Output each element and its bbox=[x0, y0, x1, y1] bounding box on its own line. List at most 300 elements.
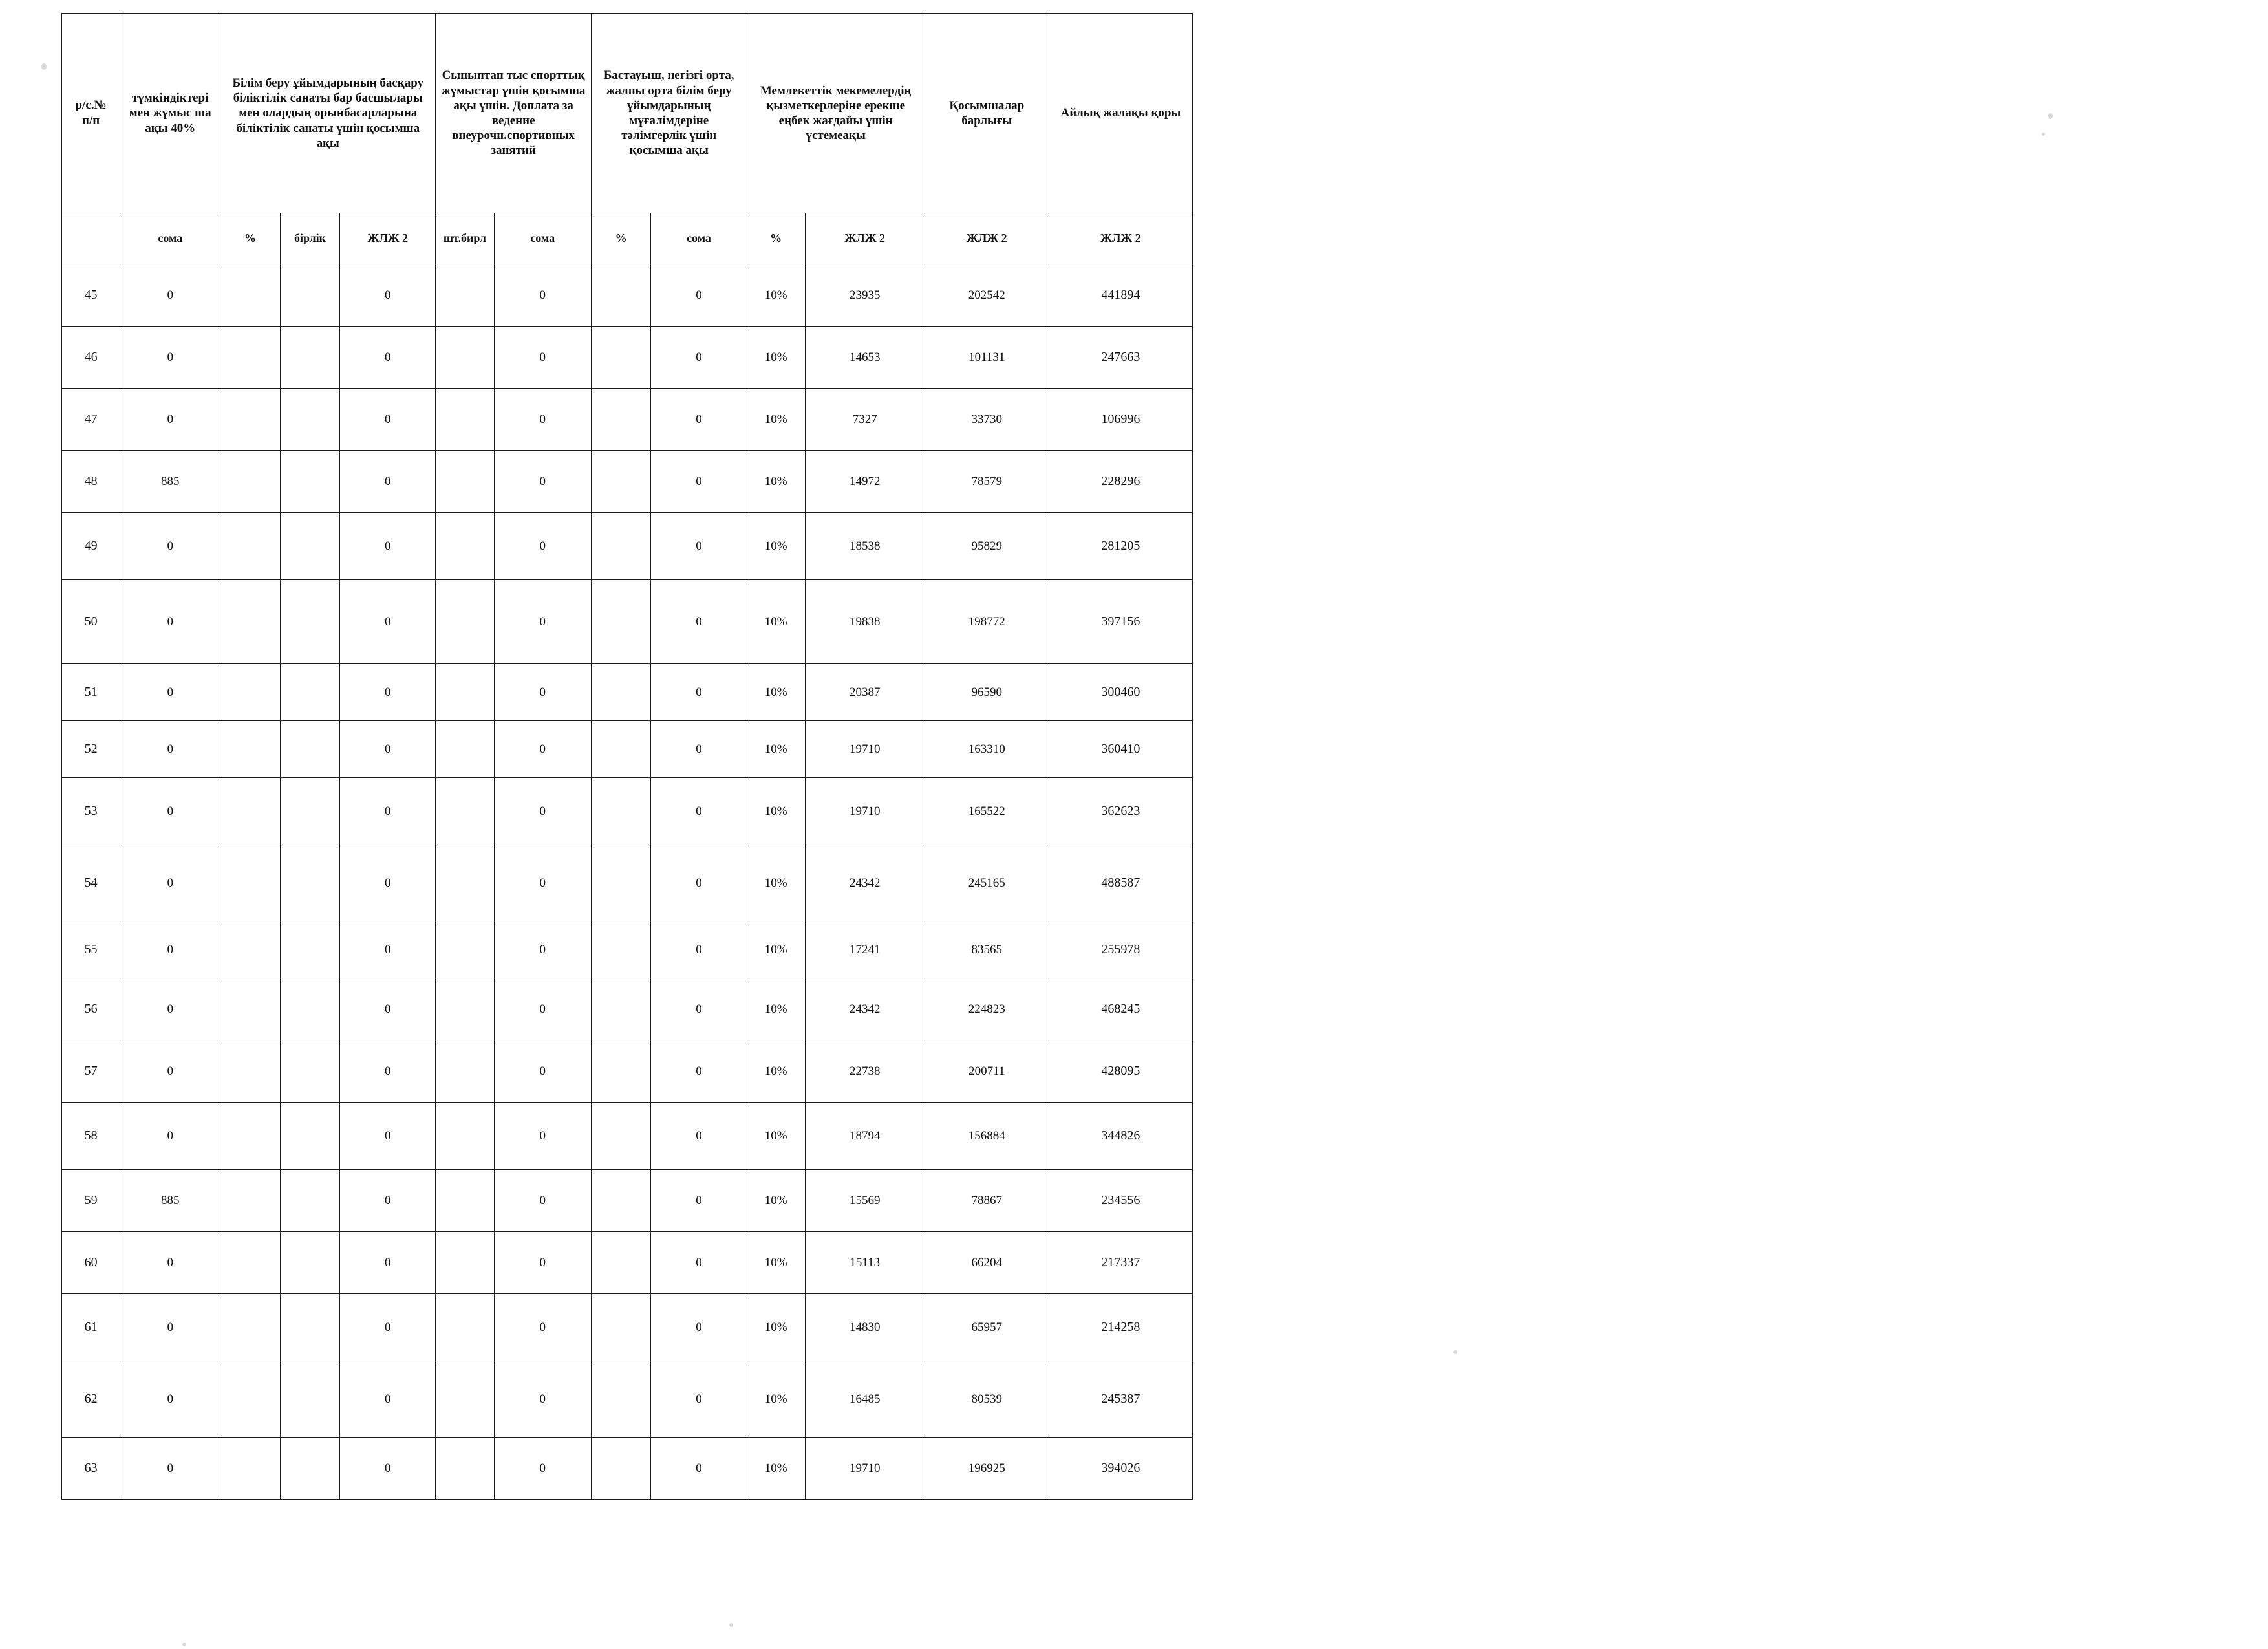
salary-fund-table bbox=[61, 13, 1193, 1500]
col-sht-birl bbox=[436, 451, 494, 513]
col-zhlzh-b: 0 bbox=[340, 978, 436, 1040]
col-zhlzh-b: 0 bbox=[340, 1103, 436, 1170]
col-birlik bbox=[280, 921, 340, 978]
col-soma-40: 0 bbox=[120, 1438, 220, 1500]
col-sht-birl bbox=[436, 513, 494, 580]
col-soma-c: 0 bbox=[494, 978, 591, 1040]
col-percent-d bbox=[591, 451, 651, 513]
col-birlik bbox=[280, 664, 340, 721]
col-percent-d bbox=[591, 327, 651, 389]
col-sht-birl bbox=[436, 721, 494, 778]
col-soma-c: 0 bbox=[494, 1294, 591, 1361]
col-birlik bbox=[280, 1103, 340, 1170]
col-soma-40: 0 bbox=[120, 1361, 220, 1438]
table-subheaders bbox=[62, 213, 1193, 264]
col-zhlzh-e: 17241 bbox=[805, 921, 925, 978]
col-monthly-fund: 106996 bbox=[1049, 389, 1192, 451]
col-birlik bbox=[280, 721, 340, 778]
table-row bbox=[62, 1438, 1193, 1500]
header-rownum-line1: р/с.№ bbox=[75, 98, 107, 113]
col-soma-c: 0 bbox=[494, 664, 591, 721]
header-group-f: Қосымшалар барлығы bbox=[925, 14, 1049, 213]
col-soma-d: 0 bbox=[651, 778, 747, 845]
col-zhlzh-b: 0 bbox=[340, 513, 436, 580]
col-percent-d bbox=[591, 1103, 651, 1170]
col-zhlzh-b: 0 bbox=[340, 451, 436, 513]
col-percent-d bbox=[591, 264, 651, 327]
col-additions-total: 95829 bbox=[925, 513, 1049, 580]
col-birlik bbox=[280, 1438, 340, 1500]
table-row bbox=[62, 389, 1193, 451]
col-additions-total: 156884 bbox=[925, 1103, 1049, 1170]
col-sht-birl bbox=[436, 1040, 494, 1103]
col-percent-d bbox=[591, 580, 651, 664]
col-soma-d: 0 bbox=[651, 1040, 747, 1103]
col-soma-d: 0 bbox=[651, 978, 747, 1040]
col-percent-d bbox=[591, 1232, 651, 1294]
col-soma-d: 0 bbox=[651, 1170, 747, 1232]
col-birlik bbox=[280, 1232, 340, 1294]
col-zhlzh-b: 0 bbox=[340, 664, 436, 721]
row-number: 58 bbox=[62, 1103, 120, 1170]
col-monthly-fund: 247663 bbox=[1049, 327, 1192, 389]
col-percent-e: 10% bbox=[747, 513, 805, 580]
subheader-zhlzh-1: ЖЛЖ 2 bbox=[340, 213, 436, 264]
row-number: 55 bbox=[62, 921, 120, 978]
col-zhlzh-b: 0 bbox=[340, 845, 436, 921]
col-soma-d: 0 bbox=[651, 721, 747, 778]
row-number: 61 bbox=[62, 1294, 120, 1361]
col-soma-c: 0 bbox=[494, 845, 591, 921]
col-additions-total: 165522 bbox=[925, 778, 1049, 845]
col-soma-40: 885 bbox=[120, 1170, 220, 1232]
col-monthly-fund: 360410 bbox=[1049, 721, 1192, 778]
col-zhlzh-b: 0 bbox=[340, 389, 436, 451]
col-monthly-fund: 362623 bbox=[1049, 778, 1192, 845]
col-monthly-fund: 468245 bbox=[1049, 978, 1192, 1040]
col-additions-total: 78867 bbox=[925, 1170, 1049, 1232]
col-percent-d bbox=[591, 664, 651, 721]
col-percent-d bbox=[591, 921, 651, 978]
col-soma-c: 0 bbox=[494, 451, 591, 513]
col-percent-e: 10% bbox=[747, 1361, 805, 1438]
col-zhlzh-e: 19838 bbox=[805, 580, 925, 664]
row-number: 51 bbox=[62, 664, 120, 721]
col-soma-d: 0 bbox=[651, 264, 747, 327]
col-sht-birl bbox=[436, 978, 494, 1040]
table-row bbox=[62, 264, 1193, 327]
col-monthly-fund: 214258 bbox=[1049, 1294, 1192, 1361]
col-soma-d: 0 bbox=[651, 921, 747, 978]
col-monthly-fund: 228296 bbox=[1049, 451, 1192, 513]
col-percent-b bbox=[220, 1361, 281, 1438]
row-number: 63 bbox=[62, 1438, 120, 1500]
col-sht-birl bbox=[436, 1232, 494, 1294]
col-sht-birl bbox=[436, 327, 494, 389]
header-group-b: Білім беру ұйымдарының басқару біліктілік санаты бар басшылары мен олардың орынбасарларына біліктілік санаты үшін қосымша ақы bbox=[220, 14, 436, 213]
col-soma-c: 0 bbox=[494, 264, 591, 327]
subheader-rownum bbox=[62, 213, 120, 264]
col-soma-40: 885 bbox=[120, 451, 220, 513]
col-zhlzh-b: 0 bbox=[340, 1170, 436, 1232]
col-percent-e: 10% bbox=[747, 1170, 805, 1232]
row-number: 52 bbox=[62, 721, 120, 778]
col-percent-b bbox=[220, 1040, 281, 1103]
col-monthly-fund: 281205 bbox=[1049, 513, 1192, 580]
col-percent-b bbox=[220, 721, 281, 778]
col-zhlzh-e: 16485 bbox=[805, 1361, 925, 1438]
row-number: 49 bbox=[62, 513, 120, 580]
col-monthly-fund: 245387 bbox=[1049, 1361, 1192, 1438]
col-monthly-fund: 441894 bbox=[1049, 264, 1192, 327]
col-soma-c: 0 bbox=[494, 1232, 591, 1294]
subheader-birlik: бірлік bbox=[280, 213, 340, 264]
row-number: 62 bbox=[62, 1361, 120, 1438]
col-zhlzh-e: 24342 bbox=[805, 978, 925, 1040]
col-sht-birl bbox=[436, 1103, 494, 1170]
row-number: 59 bbox=[62, 1170, 120, 1232]
table-row bbox=[62, 978, 1193, 1040]
col-soma-d: 0 bbox=[651, 1232, 747, 1294]
subheader-zhlzh-2: ЖЛЖ 2 bbox=[805, 213, 925, 264]
col-zhlzh-e: 15569 bbox=[805, 1170, 925, 1232]
col-additions-total: 78579 bbox=[925, 451, 1049, 513]
col-sht-birl bbox=[436, 778, 494, 845]
header-group-e: Мемлекеттік мекемелердің қызметкерлеріне ерекше еңбек жағдайы үшін үстемеақы bbox=[747, 14, 925, 213]
col-birlik bbox=[280, 1361, 340, 1438]
col-monthly-fund: 428095 bbox=[1049, 1040, 1192, 1103]
col-soma-d: 0 bbox=[651, 580, 747, 664]
col-soma-c: 0 bbox=[494, 580, 591, 664]
col-percent-e: 10% bbox=[747, 327, 805, 389]
col-soma-d: 0 bbox=[651, 513, 747, 580]
col-soma-40: 0 bbox=[120, 389, 220, 451]
subheader-soma-3: сома bbox=[651, 213, 747, 264]
col-monthly-fund: 255978 bbox=[1049, 921, 1192, 978]
col-percent-b bbox=[220, 1103, 281, 1170]
header-group-g: Айлық жалақы қоры bbox=[1049, 14, 1192, 213]
col-percent-d bbox=[591, 845, 651, 921]
col-percent-b bbox=[220, 1438, 281, 1500]
col-zhlzh-b: 0 bbox=[340, 580, 436, 664]
col-zhlzh-e: 19710 bbox=[805, 778, 925, 845]
col-percent-d bbox=[591, 389, 651, 451]
col-soma-c: 0 bbox=[494, 1170, 591, 1232]
row-number: 46 bbox=[62, 327, 120, 389]
col-additions-total: 196925 bbox=[925, 1438, 1049, 1500]
col-soma-c: 0 bbox=[494, 1438, 591, 1500]
col-sht-birl bbox=[436, 1438, 494, 1500]
col-zhlzh-b: 0 bbox=[340, 721, 436, 778]
scan-speck bbox=[2042, 133, 2045, 136]
row-number: 53 bbox=[62, 778, 120, 845]
col-additions-total: 80539 bbox=[925, 1361, 1049, 1438]
subheader-soma-1: сома bbox=[120, 213, 220, 264]
table-row bbox=[62, 513, 1193, 580]
table-row bbox=[62, 1361, 1193, 1438]
col-percent-d bbox=[591, 1361, 651, 1438]
col-soma-40: 0 bbox=[120, 580, 220, 664]
subheader-zhlzh-3: ЖЛЖ 2 bbox=[925, 213, 1049, 264]
table-row bbox=[62, 845, 1193, 921]
col-soma-40: 0 bbox=[120, 264, 220, 327]
subheader-percent-1: % bbox=[220, 213, 281, 264]
col-monthly-fund: 217337 bbox=[1049, 1232, 1192, 1294]
col-soma-c: 0 bbox=[494, 327, 591, 389]
table-row bbox=[62, 327, 1193, 389]
header-rownum-line2: п/п bbox=[82, 114, 100, 127]
col-percent-b bbox=[220, 778, 281, 845]
row-number: 50 bbox=[62, 580, 120, 664]
row-number: 47 bbox=[62, 389, 120, 451]
col-sht-birl bbox=[436, 580, 494, 664]
col-percent-d bbox=[591, 778, 651, 845]
col-sht-birl bbox=[436, 264, 494, 327]
col-additions-total: 101131 bbox=[925, 327, 1049, 389]
col-additions-total: 202542 bbox=[925, 264, 1049, 327]
col-zhlzh-b: 0 bbox=[340, 1040, 436, 1103]
col-zhlzh-b: 0 bbox=[340, 1438, 436, 1500]
col-birlik bbox=[280, 1294, 340, 1361]
scan-speck bbox=[41, 63, 47, 70]
col-percent-e: 10% bbox=[747, 978, 805, 1040]
col-additions-total: 245165 bbox=[925, 845, 1049, 921]
col-zhlzh-b: 0 bbox=[340, 327, 436, 389]
col-sht-birl bbox=[436, 664, 494, 721]
row-number: 54 bbox=[62, 845, 120, 921]
col-soma-c: 0 bbox=[494, 389, 591, 451]
col-zhlzh-e: 19710 bbox=[805, 1438, 925, 1500]
col-percent-b bbox=[220, 664, 281, 721]
col-additions-total: 163310 bbox=[925, 721, 1049, 778]
col-soma-40: 0 bbox=[120, 1040, 220, 1103]
col-percent-d bbox=[591, 1170, 651, 1232]
col-monthly-fund: 397156 bbox=[1049, 580, 1192, 664]
col-zhlzh-e: 7327 bbox=[805, 389, 925, 451]
subheader-soma-2: сома bbox=[494, 213, 591, 264]
col-zhlzh-b: 0 bbox=[340, 1294, 436, 1361]
col-percent-e: 10% bbox=[747, 1232, 805, 1294]
col-percent-b bbox=[220, 451, 281, 513]
table-row bbox=[62, 664, 1193, 721]
col-zhlzh-e: 20387 bbox=[805, 664, 925, 721]
col-additions-total: 83565 bbox=[925, 921, 1049, 978]
col-percent-b bbox=[220, 1232, 281, 1294]
col-percent-b bbox=[220, 264, 281, 327]
col-percent-b bbox=[220, 513, 281, 580]
col-soma-40: 0 bbox=[120, 1103, 220, 1170]
table-row bbox=[62, 721, 1193, 778]
col-birlik bbox=[280, 389, 340, 451]
col-soma-40: 0 bbox=[120, 921, 220, 978]
col-zhlzh-b: 0 bbox=[340, 921, 436, 978]
col-zhlzh-e: 14972 bbox=[805, 451, 925, 513]
col-additions-total: 224823 bbox=[925, 978, 1049, 1040]
col-zhlzh-b: 0 bbox=[340, 778, 436, 845]
subheader-percent-3: % bbox=[747, 213, 805, 264]
col-sht-birl bbox=[436, 845, 494, 921]
col-birlik bbox=[280, 778, 340, 845]
col-birlik bbox=[280, 327, 340, 389]
subheader-sht-birl: шт.бирл bbox=[436, 213, 494, 264]
col-zhlzh-b: 0 bbox=[340, 1361, 436, 1438]
col-percent-b bbox=[220, 327, 281, 389]
col-percent-d bbox=[591, 1438, 651, 1500]
col-zhlzh-e: 14830 bbox=[805, 1294, 925, 1361]
col-soma-d: 0 bbox=[651, 327, 747, 389]
col-sht-birl bbox=[436, 921, 494, 978]
col-zhlzh-e: 23935 bbox=[805, 264, 925, 327]
col-soma-40: 0 bbox=[120, 778, 220, 845]
col-soma-c: 0 bbox=[494, 778, 591, 845]
col-soma-40: 0 bbox=[120, 721, 220, 778]
col-additions-total: 200711 bbox=[925, 1040, 1049, 1103]
table-row bbox=[62, 1040, 1193, 1103]
subheader-percent-2: % bbox=[591, 213, 651, 264]
col-monthly-fund: 234556 bbox=[1049, 1170, 1192, 1232]
col-soma-d: 0 bbox=[651, 845, 747, 921]
scan-speck bbox=[1453, 1350, 1457, 1354]
col-percent-b bbox=[220, 580, 281, 664]
col-soma-c: 0 bbox=[494, 921, 591, 978]
col-percent-d bbox=[591, 1294, 651, 1361]
col-birlik bbox=[280, 580, 340, 664]
col-percent-d bbox=[591, 1040, 651, 1103]
col-zhlzh-b: 0 bbox=[340, 1232, 436, 1294]
col-soma-d: 0 bbox=[651, 664, 747, 721]
col-zhlzh-e: 18794 bbox=[805, 1103, 925, 1170]
col-soma-40: 0 bbox=[120, 513, 220, 580]
col-percent-e: 10% bbox=[747, 580, 805, 664]
col-percent-e: 10% bbox=[747, 1040, 805, 1103]
header-group-c: Сыныптан тыс спорттық жұмыстар үшін қосымша ақы үшін. Доплата за ведение внеурочн.спортивных занятий bbox=[436, 14, 592, 213]
col-percent-e: 10% bbox=[747, 389, 805, 451]
col-soma-40: 0 bbox=[120, 1294, 220, 1361]
col-percent-b bbox=[220, 921, 281, 978]
col-soma-d: 0 bbox=[651, 1103, 747, 1170]
col-birlik bbox=[280, 1040, 340, 1103]
col-soma-40: 0 bbox=[120, 845, 220, 921]
row-number: 56 bbox=[62, 978, 120, 1040]
col-soma-d: 0 bbox=[651, 1361, 747, 1438]
col-soma-40: 0 bbox=[120, 978, 220, 1040]
col-zhlzh-e: 18538 bbox=[805, 513, 925, 580]
row-number: 48 bbox=[62, 451, 120, 513]
table-row bbox=[62, 778, 1193, 845]
scan-speck bbox=[729, 1623, 733, 1627]
table-body bbox=[62, 264, 1193, 1500]
col-percent-e: 10% bbox=[747, 921, 805, 978]
col-percent-e: 10% bbox=[747, 264, 805, 327]
col-additions-total: 65957 bbox=[925, 1294, 1049, 1361]
table-row bbox=[62, 1232, 1193, 1294]
col-sht-birl bbox=[436, 1170, 494, 1232]
col-monthly-fund: 488587 bbox=[1049, 845, 1192, 921]
col-additions-total: 198772 bbox=[925, 580, 1049, 664]
subheader-zhlzh-4: ЖЛЖ 2 bbox=[1049, 213, 1192, 264]
table-row bbox=[62, 921, 1193, 978]
col-zhlzh-e: 19710 bbox=[805, 721, 925, 778]
col-percent-d bbox=[591, 721, 651, 778]
col-percent-e: 10% bbox=[747, 1103, 805, 1170]
col-zhlzh-e: 22738 bbox=[805, 1040, 925, 1103]
scan-speck bbox=[2048, 113, 2053, 119]
row-number: 57 bbox=[62, 1040, 120, 1103]
col-percent-b bbox=[220, 389, 281, 451]
col-soma-c: 0 bbox=[494, 721, 591, 778]
col-percent-e: 10% bbox=[747, 845, 805, 921]
col-percent-b bbox=[220, 1170, 281, 1232]
col-monthly-fund: 300460 bbox=[1049, 664, 1192, 721]
col-percent-b bbox=[220, 1294, 281, 1361]
table-row bbox=[62, 1170, 1193, 1232]
col-additions-total: 33730 bbox=[925, 389, 1049, 451]
col-percent-e: 10% bbox=[747, 664, 805, 721]
col-zhlzh-e: 14653 bbox=[805, 327, 925, 389]
col-soma-d: 0 bbox=[651, 1294, 747, 1361]
col-soma-c: 0 bbox=[494, 1103, 591, 1170]
col-birlik bbox=[280, 513, 340, 580]
scan-speck bbox=[182, 1643, 186, 1646]
col-percent-d bbox=[591, 513, 651, 580]
col-soma-c: 0 bbox=[494, 513, 591, 580]
col-birlik bbox=[280, 451, 340, 513]
col-soma-c: 0 bbox=[494, 1040, 591, 1103]
col-additions-total: 66204 bbox=[925, 1232, 1049, 1294]
col-percent-b bbox=[220, 978, 281, 1040]
col-soma-d: 0 bbox=[651, 1438, 747, 1500]
col-birlik bbox=[280, 1170, 340, 1232]
scanned-table-sheet bbox=[61, 13, 1193, 1494]
col-percent-e: 10% bbox=[747, 1438, 805, 1500]
header-group-d: Бастауыш, негізгі орта, жалпы орта білім беру ұйымдарының мұғалімдеріне тәлімгерлік үшін қосымша ақы bbox=[591, 14, 747, 213]
col-zhlzh-b: 0 bbox=[340, 264, 436, 327]
col-birlik bbox=[280, 845, 340, 921]
table-row bbox=[62, 451, 1193, 513]
table-row bbox=[62, 580, 1193, 664]
col-sht-birl bbox=[436, 1294, 494, 1361]
col-zhlzh-e: 15113 bbox=[805, 1232, 925, 1294]
row-number: 60 bbox=[62, 1232, 120, 1294]
col-soma-40: 0 bbox=[120, 1232, 220, 1294]
row-number: 45 bbox=[62, 264, 120, 327]
table-row bbox=[62, 1103, 1193, 1170]
col-percent-e: 10% bbox=[747, 778, 805, 845]
col-percent-e: 10% bbox=[747, 451, 805, 513]
col-additions-total: 96590 bbox=[925, 664, 1049, 721]
table-row bbox=[62, 1294, 1193, 1361]
col-percent-d bbox=[591, 978, 651, 1040]
col-soma-c: 0 bbox=[494, 1361, 591, 1438]
col-monthly-fund: 344826 bbox=[1049, 1103, 1192, 1170]
col-sht-birl bbox=[436, 389, 494, 451]
col-soma-40: 0 bbox=[120, 664, 220, 721]
col-sht-birl bbox=[436, 1361, 494, 1438]
col-soma-d: 0 bbox=[651, 451, 747, 513]
col-birlik bbox=[280, 264, 340, 327]
col-soma-40: 0 bbox=[120, 327, 220, 389]
table-header-groups bbox=[62, 14, 1193, 213]
col-percent-e: 10% bbox=[747, 1294, 805, 1361]
col-birlik bbox=[280, 978, 340, 1040]
header-group-a: түмкіндіктері мен жұмыс ша ақы 40% bbox=[120, 14, 220, 213]
col-percent-b bbox=[220, 845, 281, 921]
col-percent-e: 10% bbox=[747, 721, 805, 778]
header-rownum bbox=[62, 14, 120, 213]
col-soma-d: 0 bbox=[651, 389, 747, 451]
col-monthly-fund: 394026 bbox=[1049, 1438, 1192, 1500]
col-zhlzh-e: 24342 bbox=[805, 845, 925, 921]
